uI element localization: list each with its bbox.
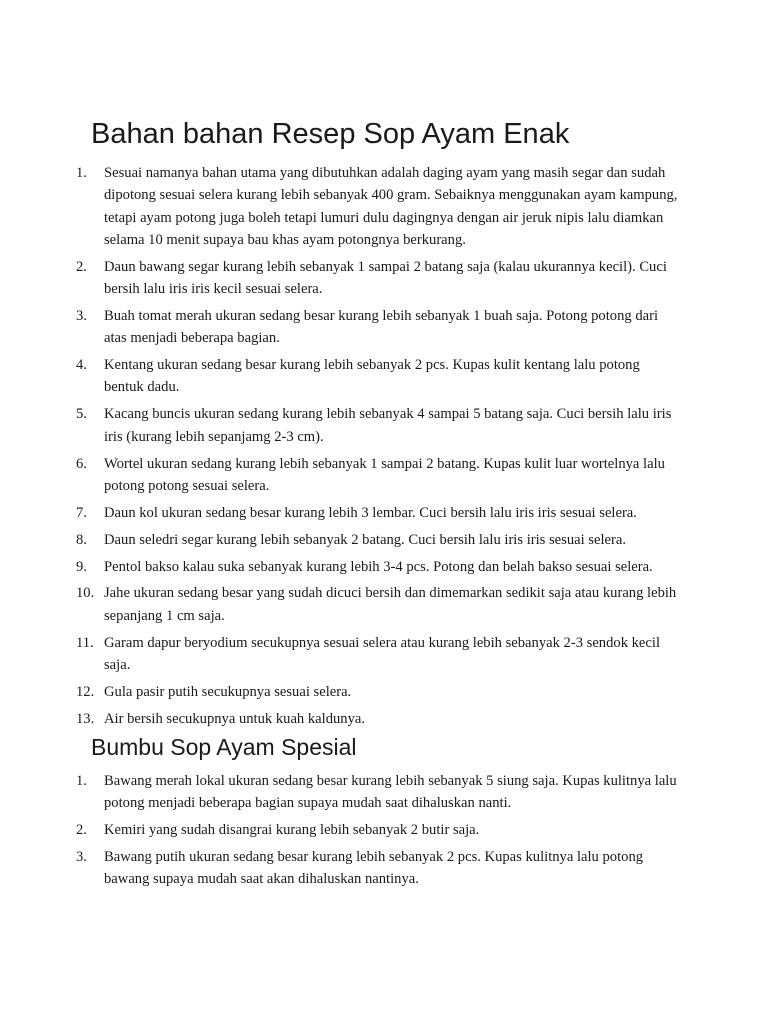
list-item bbox=[76, 681, 682, 703]
list-item bbox=[76, 403, 682, 448]
list-item bbox=[76, 354, 682, 399]
list-item-number: 6. bbox=[76, 455, 87, 472]
list-item-text: Garam dapur beryodium secukupnya sesuai selera atau kurang lebih sebanyak 2-3 sendok kecil saja. bbox=[104, 634, 660, 673]
section-title-bahan: Bahan bahan Resep Sop Ayam Enak bbox=[91, 118, 570, 150]
list-item bbox=[76, 162, 682, 251]
list-item bbox=[76, 502, 682, 524]
list-item bbox=[76, 256, 682, 301]
list-item-text: Daun bawang segar kurang lebih sebanyak 1 sampai 2 batang saja (kalau ukurannya kecil). Cuci bersih lalu iris iris kecil sesuai selera. bbox=[104, 258, 667, 298]
list-item-text: Wortel ukuran sedang kurang lebih sebanyak 1 sampai 2 batang. Kupas kulit luar wortelnya lalu potong potong sesuai selera. bbox=[104, 455, 665, 494]
list-item-number: 1. bbox=[76, 165, 87, 181]
list-item-number: 11. bbox=[76, 634, 94, 651]
list-item bbox=[76, 529, 682, 551]
list-item bbox=[76, 632, 682, 677]
list-item-number: 8. bbox=[76, 531, 87, 548]
list-item-text: Jahe ukuran sedang besar yang sudah dicuci bersih dan dimemarkan sedikit saja atau kurang lebih sepanjang 1 cm saja. bbox=[104, 585, 677, 624]
list-item-text: Buah tomat merah ukuran sedang besar kurang lebih sebanyak 1 buah saja. Potong potong dari atas menjadi beberapa bagian. bbox=[104, 307, 659, 347]
list-item-number: 12. bbox=[76, 683, 95, 700]
list-item-text: Air bersih secukupnya untuk kuah kaldunya. bbox=[104, 710, 366, 727]
list-item-number: 7. bbox=[76, 504, 87, 521]
list-item-number: 4. bbox=[76, 357, 87, 374]
ingredient-list bbox=[76, 162, 682, 735]
list-item-number: 13. bbox=[76, 710, 95, 727]
list-item-number: 10. bbox=[76, 585, 95, 602]
list-item-text: Pentol bakso kalau suka sebanyak kurang lebih 3-4 pcs. Potong dan belah bakso sesuai selera. bbox=[104, 558, 653, 575]
list-item-text: Daun seledri segar kurang lebih sebanyak 2 batang. Cuci bersih lalu iris iris sesuai selera. bbox=[104, 531, 626, 548]
section-title-bumbu: Bumbu Sop Ayam Spesial bbox=[91, 734, 357, 760]
list-item bbox=[76, 453, 682, 498]
list-item bbox=[76, 846, 682, 891]
list-item bbox=[76, 708, 682, 730]
list-item-number: 2. bbox=[76, 258, 87, 275]
list-item bbox=[76, 819, 682, 841]
list-item-text: Daun kol ukuran sedang besar kurang lebih 3 lembar. Cuci bersih lalu iris iris sesuai selera. bbox=[104, 504, 637, 521]
list-item-text: Bawang merah lokal ukuran sedang besar kurang lebih sebanyak 5 siung saja. Kupas kulitnya lalu potong menjadi beberapa bagian supaya mudah saat dihaluskan nanti. bbox=[104, 773, 677, 812]
list-item bbox=[76, 582, 682, 627]
list-item bbox=[76, 770, 682, 815]
list-item-number: 9. bbox=[76, 558, 87, 575]
spice-list bbox=[76, 770, 682, 895]
list-item-number: 2. bbox=[76, 822, 87, 839]
list-item-number: 5. bbox=[76, 406, 87, 423]
list-item-text: Kemiri yang sudah disangrai kurang lebih sebanyak 2 butir saja. bbox=[104, 822, 480, 839]
list-item-text: Bawang putih ukuran sedang besar kurang lebih sebanyak 2 pcs. Kupas kulitnya lalu potong bawang supaya mudah saat akan dihaluskan nantinya. bbox=[104, 849, 644, 888]
list-item-text: Kacang buncis ukuran sedang kurang lebih sebanyak 4 sampai 5 batang saja. Cuci bersih lalu iris iris (kurang lebih sepanjamg 2-3 cm). bbox=[104, 406, 672, 445]
list-item-number: 3. bbox=[76, 307, 87, 324]
list-item bbox=[76, 556, 682, 578]
list-item bbox=[76, 305, 682, 350]
list-item-number: 3. bbox=[76, 849, 87, 866]
list-item-text: Gula pasir putih secukupnya sesuai selera. bbox=[104, 683, 352, 700]
list-item-text: Kentang ukuran sedang besar kurang lebih sebanyak 2 pcs. Kupas kulit kentang lalu potong bentuk dadu. bbox=[104, 357, 640, 396]
list-item-number: 1. bbox=[76, 773, 87, 789]
list-item-text: Sesuai namanya bahan utama yang dibutuhkan adalah daging ayam yang masih segar dan sudah dipotong sesuai selera kurang lebih sebanyak 400 gram. Sebaiknya menggunakan ayam kampung, tetapi ayam potong juga boleh tetapi lumuri dulu dagingnya dengan air jeruk nipis lalu diamkan selama 10 menit supaya bau khas ayam potongnya berkurang. bbox=[104, 165, 678, 248]
